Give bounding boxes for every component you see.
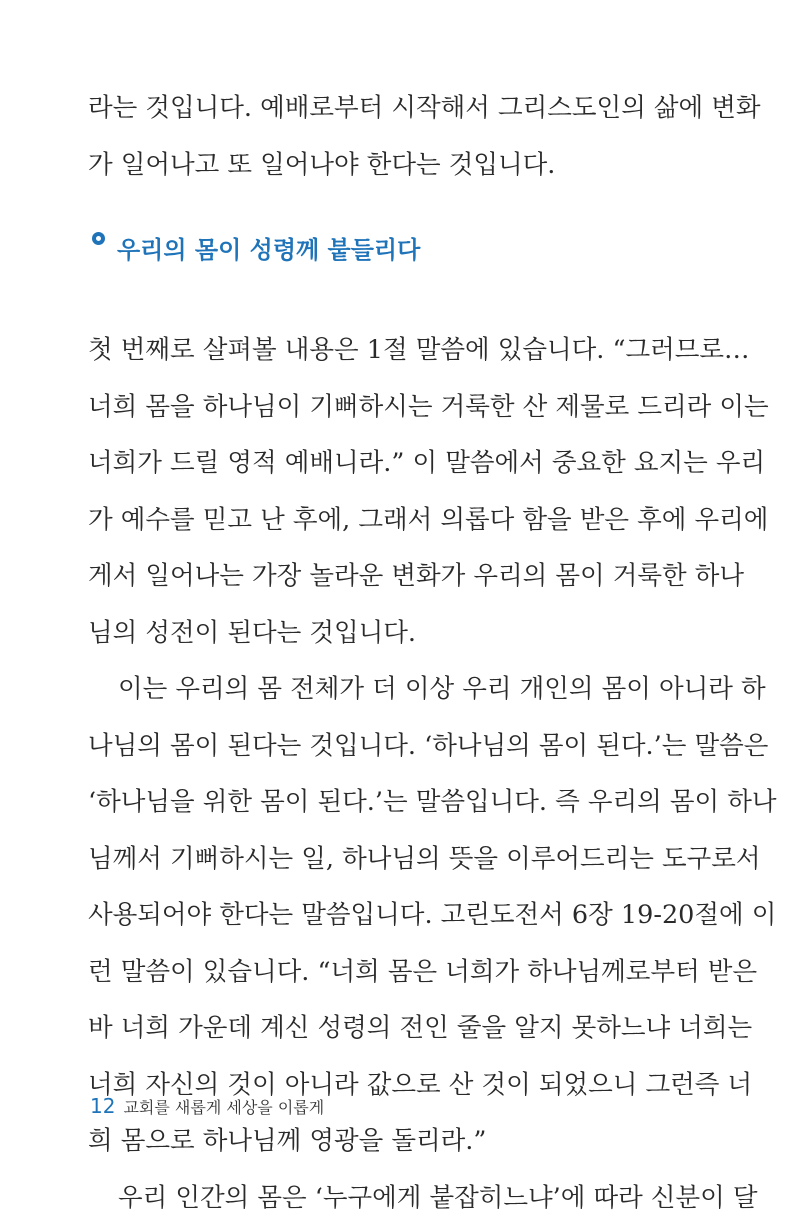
text-line: 이는 우리의 몸 전체가 더 이상 우리 개인의 몸이 아니라 하	[88, 661, 713, 718]
body-text	[88, 322, 713, 1226]
text-line: 너희가 드릴 영적 예배니라.” 이 말씀에서 중요한 요지는 우리	[88, 435, 713, 492]
page-footer	[90, 1094, 324, 1118]
text-line: 희 몸으로 하나님께 영광을 돌리라.”	[88, 1113, 713, 1170]
section-heading	[92, 230, 420, 265]
text-line: 너희 몸을 하나님이 기뻐하시는 거룩한 산 제물로 드리라 이는	[88, 379, 713, 436]
text-line: 라는 것입니다. 예배로부터 시작해서 그리스도인의 삶에 변화	[88, 80, 713, 137]
text-line: 님의 성전이 된다는 것입니다.	[88, 605, 713, 662]
text-line: 가 예수를 믿고 난 후에, 그래서 의롭다 함을 받은 후에 우리에	[88, 492, 713, 549]
page-number: 12	[90, 1094, 115, 1118]
circle-bullet-icon	[92, 232, 105, 245]
text-line: 나님의 몸이 된다는 것입니다. ‘하나님의 몸이 된다.’는 말씀은	[88, 718, 713, 775]
text-line: 가 일어나고 또 일어나야 한다는 것입니다.	[88, 137, 713, 194]
text-line: 게서 일어나는 가장 놀라운 변화가 우리의 몸이 거룩한 하나	[88, 548, 713, 605]
text-line: 바 너희 가운데 계신 성령의 전인 줄을 알지 못하느냐 너희는	[88, 1000, 713, 1057]
text-line: ‘하나님을 위한 몸이 된다.’는 말씀입니다. 즉 우리의 몸이 하나	[88, 774, 713, 831]
text-line: 너희 자신의 것이 아니라 값으로 산 것이 되었으니 그런즉 너	[88, 1057, 713, 1114]
text-line: 첫 번째로 살펴볼 내용은 1절 말씀에 있습니다. “그러므로…	[88, 322, 713, 379]
text-line: 님께서 기뻐하시는 일, 하나님의 뜻을 이루어드리는 도구로서	[88, 831, 713, 888]
text-line: 런 말씀이 있습니다. “너희 몸은 너희가 하나님께로부터 받은	[88, 944, 713, 1001]
text-line: 사용되어야 한다는 말씀입니다. 고린도전서 6장 19-20절에 이	[88, 887, 713, 944]
text-line: 우리 인간의 몸은 ‘누구에게 붙잡히느냐’에 따라 신분이 달	[88, 1170, 713, 1226]
intro-paragraph	[88, 80, 713, 193]
running-title: 교회를 새롭게 세상을 이롭게	[123, 1095, 324, 1118]
section-heading-text: 우리의 몸이 성령께 붙들리다	[117, 230, 420, 265]
